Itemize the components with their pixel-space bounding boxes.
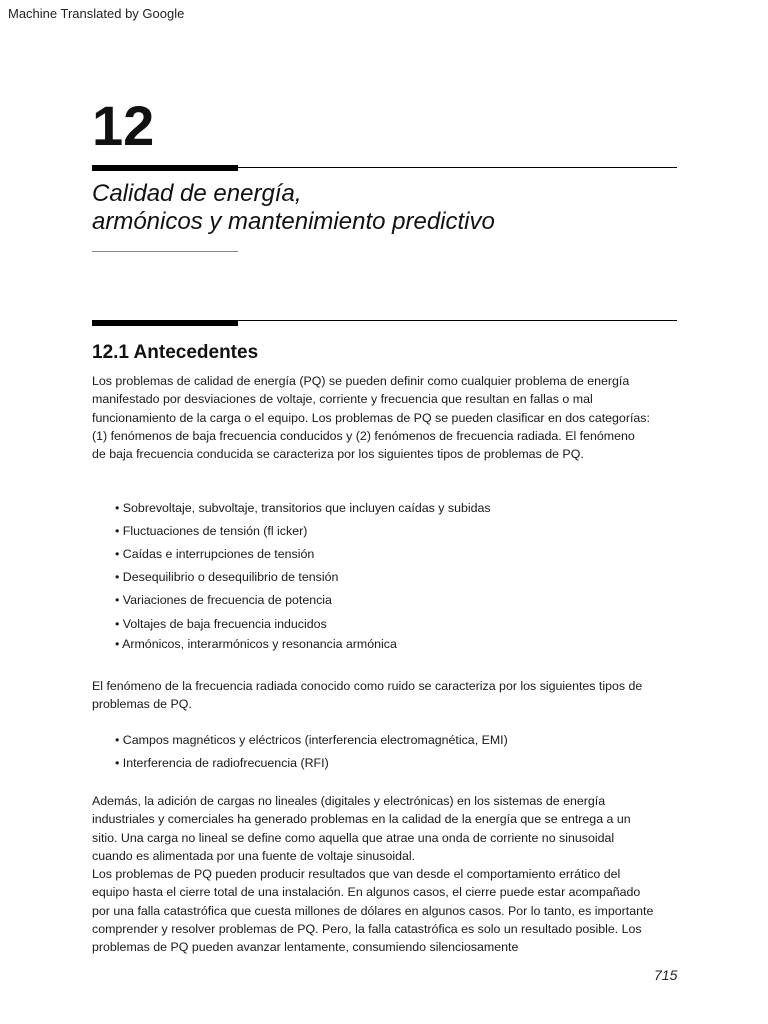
paragraph-line: cuando es alimentada por una fuente de voltaje sinusoidal. bbox=[92, 848, 416, 863]
paragraph-line: industriales y comerciales ha generado problemas en la calidad de la energía que se entrega a un bbox=[92, 812, 631, 827]
list-item: • Fluctuaciones de tensión (fl icker) bbox=[115, 524, 308, 538]
paragraph-line: Además, la adición de cargas no lineales (digitales y electrónicas) en los sistemas de energía bbox=[92, 794, 606, 808]
page-number: 715 bbox=[654, 967, 678, 983]
paragraph-line: comprender y resolver problemas de PQ. Pero, la falla catastrófica es solo un resultado posible. Los bbox=[92, 922, 642, 937]
list-item: • Caídas e interrupciones de tensión bbox=[115, 547, 315, 561]
paragraph-line: El fenómeno de la frecuencia radiada conocido como ruido se caracteriza por los siguientes tipos de bbox=[92, 679, 643, 693]
paragraph-line: Los problemas de calidad de energía (PQ) se pueden definir como cualquier problema de energía bbox=[92, 374, 630, 388]
chapter-rule-thin-top bbox=[238, 167, 677, 168]
paragraph-line: problemas de PQ. bbox=[92, 697, 192, 712]
chapter-rule-thick-top bbox=[92, 165, 238, 171]
list-item: • Desequilibrio o desequilibrio de tensión bbox=[115, 570, 339, 584]
radiated-bullet-list bbox=[115, 733, 508, 776]
paragraph-line: manifestado por desviaciones de voltaje, corriente y frecuencia que resultan en fallas o mal bbox=[92, 392, 593, 407]
paragraph-line: equipo hasta el cierre total de una instalación. En algunos casos, el cierre puede estar acompañado bbox=[92, 885, 641, 900]
closing-paragraph bbox=[92, 792, 653, 957]
machine-translation-banner: Machine Translated by Google bbox=[8, 6, 185, 21]
intro-paragraph bbox=[92, 372, 650, 463]
list-item: • Variaciones de frecuencia de potencia bbox=[115, 593, 332, 607]
section-heading: 12.1 Antecedentes bbox=[92, 342, 259, 363]
list-item: • Campos magnéticos y eléctricos (interferencia electromagnética, EMI) bbox=[115, 733, 508, 747]
list-item: • Voltajes de baja frecuencia inducidos bbox=[115, 617, 327, 631]
section-rule-thick bbox=[92, 320, 238, 326]
paragraph-line: funcionamiento de la carga o el equipo. Los problemas de PQ se pueden clasificar en dos categorías: bbox=[92, 410, 650, 425]
chapter-title-underline bbox=[92, 251, 238, 252]
chapter-title-line: Calidad de energía, bbox=[92, 180, 302, 207]
low-frequency-bullet-list bbox=[115, 501, 491, 657]
paragraph-line: (1) fenómenos de baja frecuencia conducidos y (2) fenómenos de frecuencia radiada. El fenómeno bbox=[92, 428, 635, 443]
paragraph-line: de baja frecuencia conducida se caracteriza por los siguientes tipos de problemas de PQ. bbox=[92, 447, 584, 462]
chapter-number: 12 bbox=[92, 94, 155, 157]
chapter-title bbox=[92, 180, 495, 236]
paragraph-line: sitio. Una carga no lineal se define como aquella que atrae una onda de corriente no sinusoidal bbox=[92, 830, 615, 845]
list-item: • Sobrevoltaje, subvoltaje, transitorios que incluyen caídas y subidas bbox=[115, 501, 491, 515]
section-rule-thin bbox=[238, 320, 677, 321]
paragraph-line: Los problemas de PQ pueden producir resultados que van desde el comportamiento errático del bbox=[92, 867, 621, 882]
list-item: • Armónicos, interarmónicos y resonancia armónica bbox=[115, 637, 397, 651]
chapter-title-line: armónicos y mantenimiento predictivo bbox=[92, 208, 495, 235]
paragraph-line: por una falla catastrófica que cuesta millones de dólares en algunos casos. Por lo tanto, es importante bbox=[92, 903, 654, 918]
radiated-paragraph bbox=[92, 677, 642, 714]
paragraph-line: problemas de PQ pueden avanzar lentamente, consumiendo silenciosamente bbox=[92, 940, 519, 955]
list-item: • Interferencia de radiofrecuencia (RFI) bbox=[115, 756, 329, 770]
